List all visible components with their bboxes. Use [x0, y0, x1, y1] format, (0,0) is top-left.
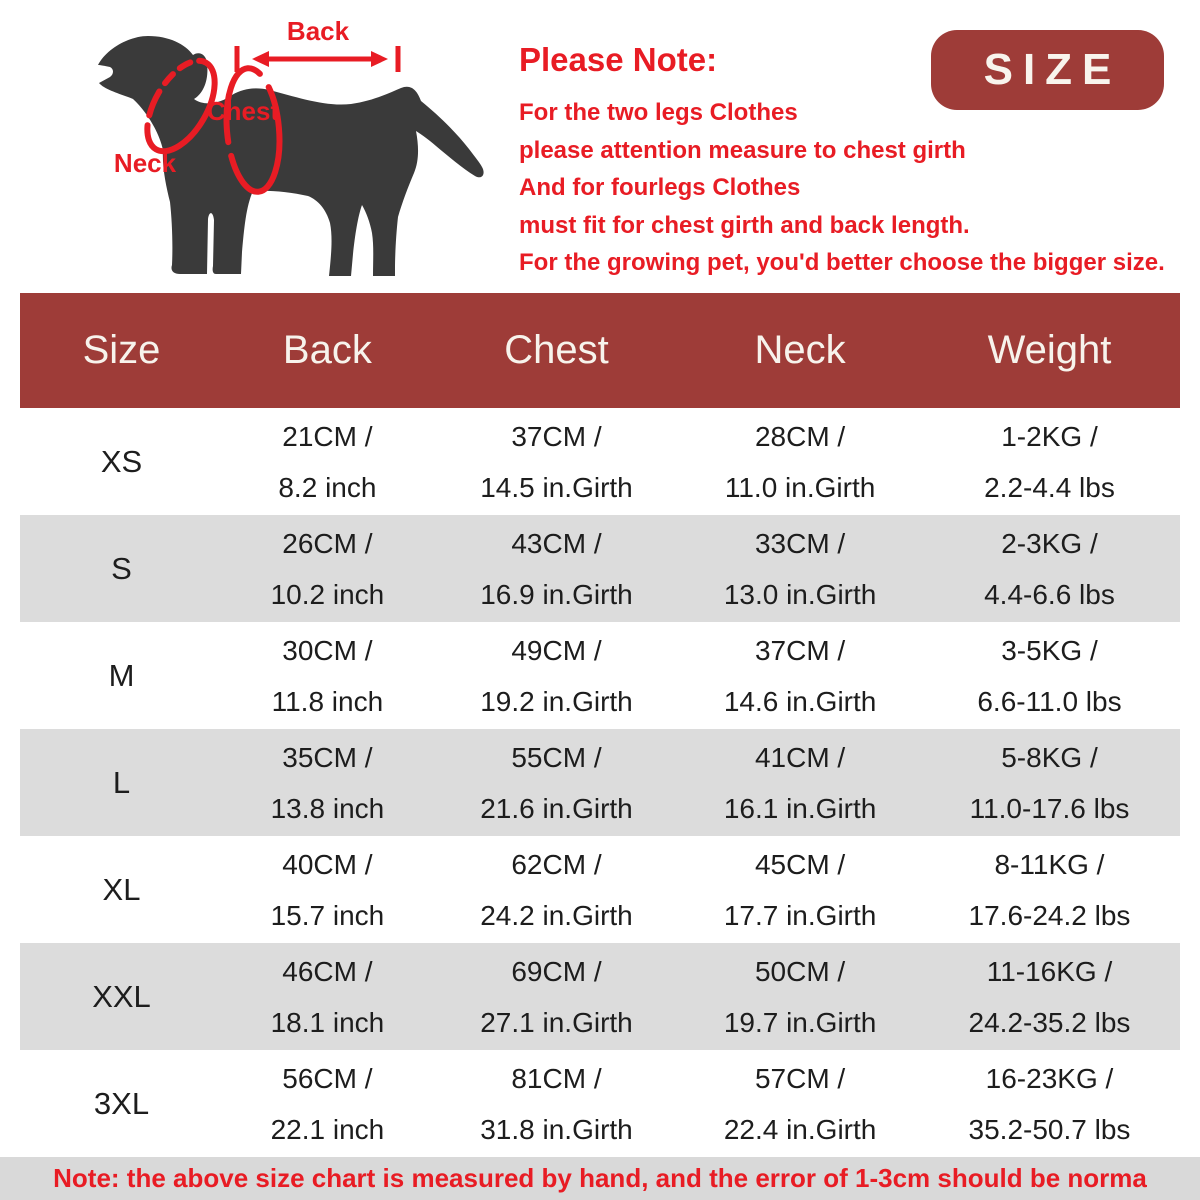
weight-kg: 11-16KG / — [986, 955, 1113, 987]
back-inch: 11.8 inch — [271, 685, 384, 717]
chest-cell — [432, 946, 681, 1048]
neck-cell — [681, 1053, 919, 1155]
note-line-1: For the two legs Clothes — [519, 99, 798, 126]
chest-cm: 49CM / — [511, 634, 602, 666]
back-cm: 30CM / — [282, 634, 373, 666]
weight-lbs: 4.4-6.6 lbs — [984, 578, 1115, 610]
weight-kg: 2-3KG / — [1001, 527, 1098, 559]
weight-cell — [919, 625, 1180, 727]
weight-cell — [919, 411, 1180, 513]
note-line-4: must fit for chest girth and back length. — [519, 211, 970, 239]
size-cell: L — [112, 764, 131, 800]
back-cm: 35CM / — [282, 741, 373, 773]
table-row-s — [20, 515, 1180, 622]
neck-cm: 50CM / — [754, 955, 846, 987]
neck-cell — [681, 625, 919, 727]
chest-inch: 19.2 in.Girth — [480, 685, 633, 717]
back-cell — [223, 1053, 432, 1155]
header-weight: Weight — [987, 328, 1112, 372]
note-line-5: For the growing pet, you'd better choose the bigger size. — [519, 249, 1165, 276]
back-cm: 26CM / — [282, 527, 373, 559]
chest-inch: 16.9 in.Girth — [480, 578, 633, 610]
back-inch: 13.8 inch — [270, 792, 385, 824]
size-cell: XL — [102, 871, 141, 907]
chest-cell — [432, 411, 681, 513]
neck-cm: 45CM / — [754, 848, 846, 880]
back-inch: 10.2 inch — [270, 578, 385, 610]
weight-kg: 5-8KG / — [1001, 741, 1098, 773]
arrowhead-left-icon — [252, 51, 269, 67]
chest-cm: 55CM / — [511, 741, 602, 773]
chest-cm: 43CM / — [511, 527, 602, 559]
table-row-3xl — [20, 1050, 1180, 1157]
note-line-2: please attention measure to chest girth — [519, 136, 966, 164]
back-inch: 15.7 inch — [270, 899, 385, 931]
weight-lbs: 17.6-24.2 lbs — [968, 899, 1131, 931]
neck-cell — [681, 518, 919, 620]
chest-measure-label: Chest — [206, 96, 280, 126]
table-row-xs — [20, 408, 1180, 515]
size-cell: M — [108, 657, 135, 693]
weight-lbs: 2.2-4.4 lbs — [984, 471, 1115, 503]
note-line-3: And for fourlegs Clothes — [519, 174, 801, 201]
table-row-xxl — [20, 943, 1180, 1050]
chest-cm: 37CM / — [511, 420, 602, 452]
weight-lbs: 6.6-11.0 lbs — [977, 685, 1122, 717]
chest-cell — [432, 518, 681, 620]
weight-cell — [919, 518, 1180, 620]
chest-inch: 24.2 in.Girth — [480, 899, 633, 931]
neck-inch: 13.0 in.Girth — [723, 578, 877, 610]
please-note-lines — [519, 94, 1165, 282]
neck-cell — [681, 946, 919, 1048]
back-cm: 56CM / — [282, 1062, 373, 1094]
header-back: Back — [282, 328, 372, 372]
footer-note-text: Note: the above size chart is measured by hand, and the error of 1-3cm should be norma — [53, 1163, 1147, 1193]
weight-cell — [919, 1053, 1180, 1155]
chest-inch: 31.8 in.Girth — [480, 1113, 633, 1145]
size-table — [20, 293, 1180, 1157]
back-measure-label: Back — [286, 16, 350, 46]
table-row-l — [20, 729, 1180, 836]
neck-cm: 33CM / — [754, 527, 846, 559]
table-header-row — [20, 293, 1180, 408]
chest-cell — [432, 625, 681, 727]
header-size: Size — [82, 328, 161, 372]
footer-note-bar — [0, 1157, 1200, 1200]
weight-kg: 1-2KG / — [1001, 420, 1098, 452]
weight-lbs: 35.2-50.7 lbs — [968, 1113, 1131, 1145]
chest-cm: 81CM / — [511, 1062, 602, 1094]
back-cm: 21CM / — [282, 420, 373, 452]
chest-cell — [432, 1053, 681, 1155]
neck-cell — [681, 732, 919, 834]
back-inch: 18.1 inch — [270, 1006, 385, 1038]
dog-measurement-diagram — [85, 10, 505, 288]
weight-kg: 8-11KG / — [994, 848, 1105, 880]
weight-cell — [919, 732, 1180, 834]
please-note-title: Please Note: — [519, 41, 718, 78]
back-cm: 40CM / — [282, 848, 373, 880]
weight-kg: 3-5KG / — [1001, 634, 1098, 666]
neck-inch: 22.4 in.Girth — [723, 1113, 877, 1145]
weight-kg: 16-23KG / — [985, 1062, 1114, 1094]
weight-cell — [919, 839, 1180, 941]
neck-cell — [681, 839, 919, 941]
neck-measure-label: Neck — [113, 148, 177, 178]
table-row-xl — [20, 836, 1180, 943]
size-cell: XXL — [92, 978, 151, 1014]
chest-cm: 62CM / — [511, 848, 602, 880]
chest-inch: 21.6 in.Girth — [480, 792, 633, 824]
back-cell — [223, 411, 432, 513]
neck-cm: 41CM / — [754, 741, 846, 773]
size-cell: 3XL — [93, 1085, 150, 1121]
size-badge: SIZE — [931, 30, 1164, 110]
chest-cell — [432, 839, 681, 941]
neck-inch: 11.0 in.Girth — [724, 471, 876, 503]
neck-inch: 14.6 in.Girth — [723, 685, 877, 717]
arrowhead-right-icon — [371, 51, 388, 67]
header-chest: Chest — [504, 328, 609, 372]
weight-lbs: 11.0-17.6 lbs — [969, 792, 1130, 824]
neck-cm: 28CM / — [754, 420, 846, 452]
back-cell — [223, 625, 432, 727]
neck-cell — [681, 411, 919, 513]
table-row-m — [20, 622, 1180, 729]
back-cell — [223, 732, 432, 834]
back-cell — [223, 518, 432, 620]
neck-inch: 17.7 in.Girth — [723, 899, 877, 931]
neck-inch: 16.1 in.Girth — [723, 792, 877, 824]
back-inch: 8.2 inch — [278, 471, 377, 503]
neck-inch: 19.7 in.Girth — [723, 1006, 877, 1038]
back-cell — [223, 839, 432, 941]
chest-cell — [432, 732, 681, 834]
weight-cell — [919, 946, 1180, 1048]
chest-inch: 27.1 in.Girth — [480, 1006, 633, 1038]
size-cell: XS — [100, 443, 143, 479]
weight-lbs: 24.2-35.2 lbs — [968, 1006, 1131, 1038]
size-cell: S — [111, 550, 132, 586]
header-neck: Neck — [754, 328, 846, 372]
neck-cm: 37CM / — [754, 634, 846, 666]
chest-cm: 69CM / — [511, 955, 602, 987]
back-cm: 46CM / — [282, 955, 373, 987]
chest-inch: 14.5 in.Girth — [480, 471, 633, 503]
back-cell — [223, 946, 432, 1048]
back-inch: 22.1 inch — [270, 1113, 385, 1145]
neck-cm: 57CM / — [754, 1062, 846, 1094]
